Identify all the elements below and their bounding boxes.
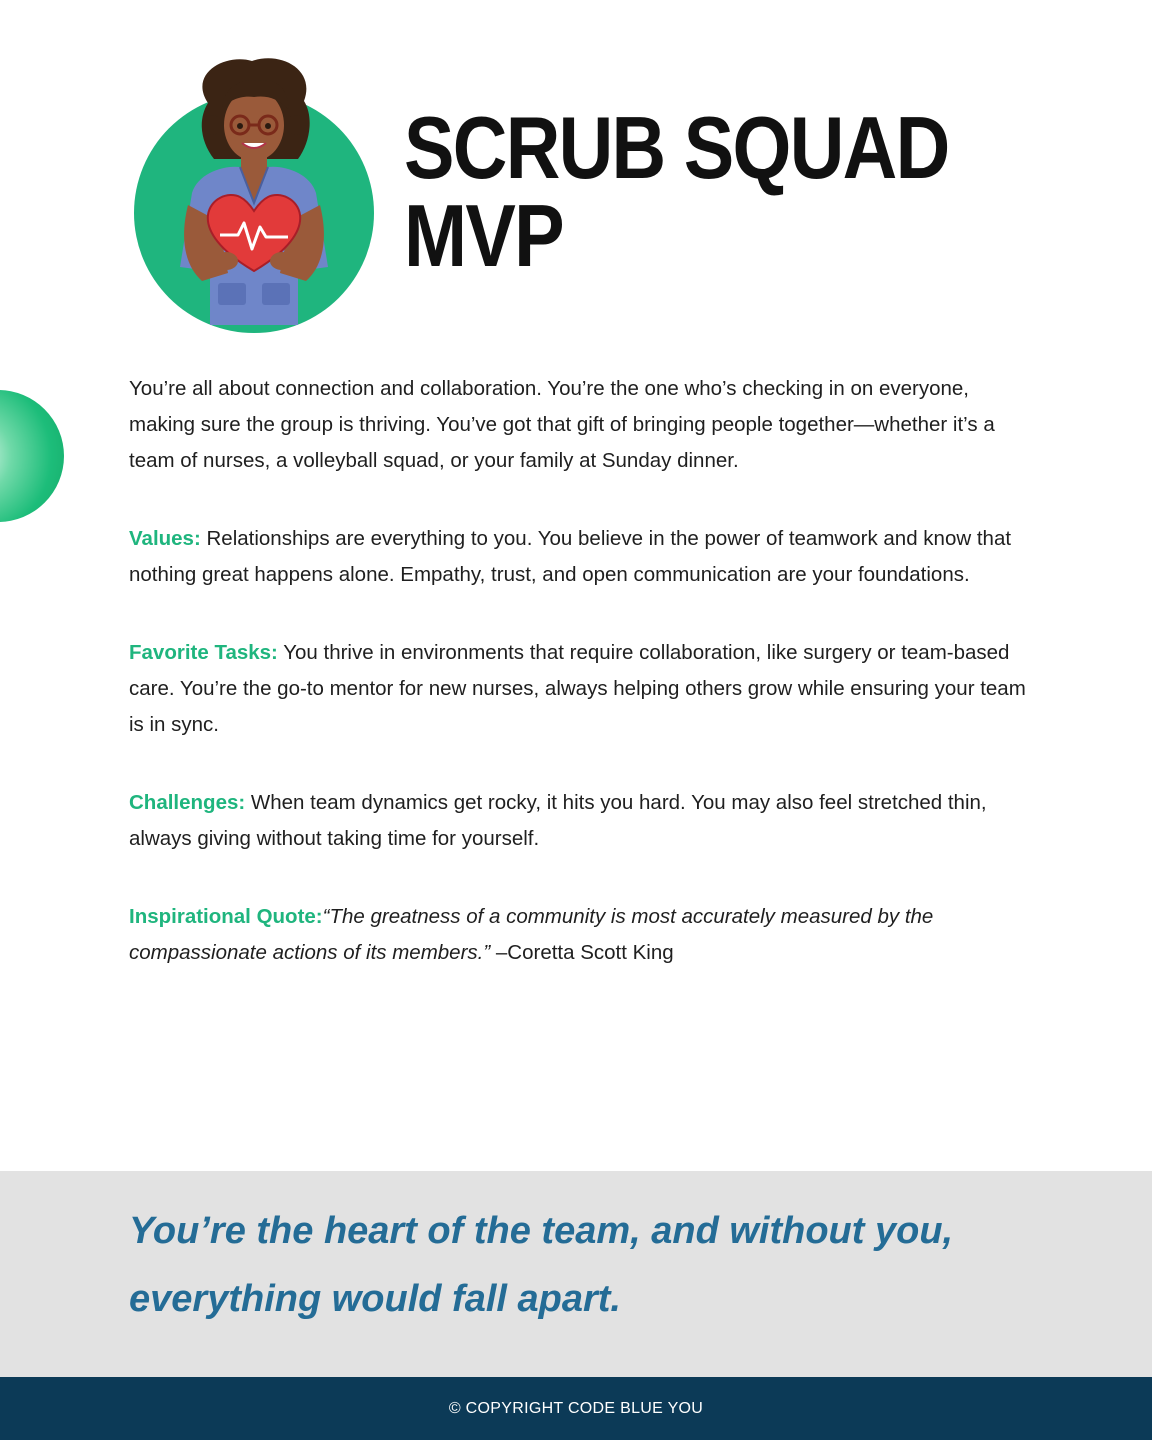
tagline-text: You’re the heart of the team, and without you, everything would fall apart. <box>129 1210 954 1320</box>
decorative-green-orb <box>0 390 64 522</box>
challenges-text: When team dynamics get rocky, it hits you hard. You may also feel stretched thin, always giving without taking time for yourself. <box>129 791 987 850</box>
footer <box>0 1377 1152 1440</box>
copyright-text: © COPYRIGHT CODE BLUE YOU <box>448 1399 704 1417</box>
page-title <box>404 98 949 285</box>
quote-label: Inspirational Quote: <box>129 905 323 928</box>
challenges-label: Challenges: <box>129 791 246 814</box>
values-label: Values: <box>129 527 201 550</box>
values-paragraph <box>129 521 1029 593</box>
challenges-paragraph <box>129 785 1029 857</box>
title-line-1: SCRUB SQUAD <box>404 98 949 197</box>
profile-description <box>129 371 1029 1013</box>
favorite-tasks-text: You thrive in environments that require collaboration, like surgery or team-based care. You’re the go-to mentor for new nurses, always helping others grow while ensuring your team is in sync. <box>129 641 1026 736</box>
quote-paragraph <box>129 899 1029 971</box>
values-text: Relationships are everything to you. You believe in the power of teamwork and know that nothing great happens alone. Empathy, trust, and open communication are your foundations. <box>129 527 1012 586</box>
favorite-tasks-paragraph <box>129 635 1029 743</box>
title-line-2: MVP <box>404 186 563 285</box>
quote-text: “The greatness of a community is most accurately measured by the compassionate actions of its members.” <box>129 905 934 964</box>
intro-paragraph: You’re all about connection and collaboration. You’re the one who’s checking in on everyone, making sure the group is thriving. You’ve got that gift of bringing people together—whether it’s a team of nurses, a volleyball squad, or your family at Sunday dinner. <box>129 377 995 472</box>
favorite-tasks-label: Favorite Tasks: <box>129 641 278 664</box>
nurse-holding-heart-icon <box>128 55 380 335</box>
quote-attribution: –Coretta Scott King <box>490 941 674 964</box>
